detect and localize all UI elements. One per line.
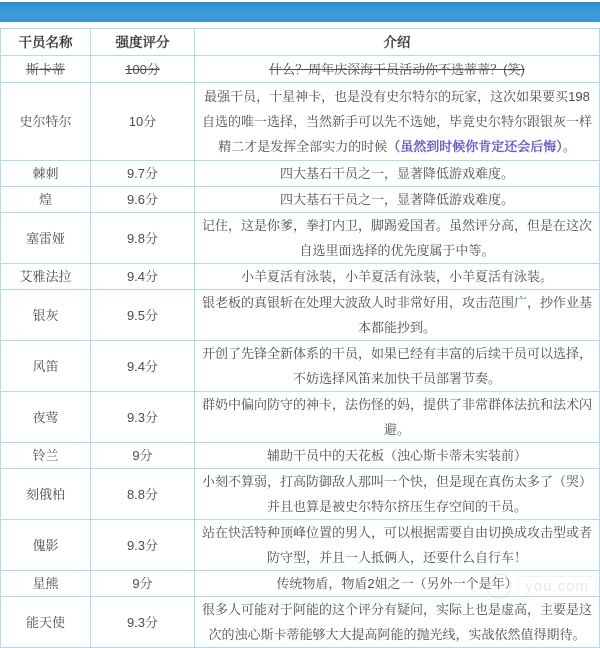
operator-table-body xyxy=(1,56,600,648)
operator-name: 风笛 xyxy=(1,341,91,392)
table-row xyxy=(1,161,600,187)
operator-name: 银灰 xyxy=(1,290,91,341)
operator-score: 9.3分 xyxy=(91,392,195,443)
table-row xyxy=(1,187,600,213)
operator-score: 100分 xyxy=(91,56,195,83)
operator-desc: 最强干员，十星神卡，也是没有史尔特尔的玩家，这次如果要买198自选的唯一选择，当然新手可以先不选她，毕竟史尔特尔跟银灰一样精二才是发挥全部实力的时候（虽然到时候你肯定还会后悔）。 xyxy=(195,83,600,161)
operator-desc: 四大基石干员之一，显著降低游戏难度。 xyxy=(195,187,600,213)
table-row xyxy=(1,571,600,597)
watermark-text: you.com xyxy=(518,576,596,597)
operator-name: 艾雅法拉 xyxy=(1,264,91,290)
operator-name: 史尔特尔 xyxy=(1,83,91,161)
operator-name: 煌 xyxy=(1,187,91,213)
desc-highlight: （虽然到时候你肯定还会后悔） xyxy=(387,139,563,154)
operator-desc: 群奶中偏向防守的神卡，法伤怪的妈，提供了非常群体法抗和法术闪避。 xyxy=(195,392,600,443)
table-row xyxy=(1,264,600,290)
table-header-row xyxy=(1,29,600,56)
table-row xyxy=(1,83,600,161)
table-row xyxy=(1,469,600,520)
operator-score: 9分 xyxy=(91,571,195,597)
operator-name: 星熊 xyxy=(1,571,91,597)
operator-desc: 记住，这是你爹，拳打内卫，脚踢爱国者。虽然评分高，但是在这次自选里面选择的优先度属于中等。 xyxy=(195,213,600,264)
operator-score: 8.8分 xyxy=(91,469,195,520)
table-row xyxy=(1,520,600,571)
operator-name: 刻俄柏 xyxy=(1,469,91,520)
operator-name: 傀影 xyxy=(1,520,91,571)
table-row xyxy=(1,290,600,341)
table-row xyxy=(1,56,600,83)
operator-desc: 很多人可能对于阿能的这个评分有疑问，实际上也是虚高，主要是这次的浊心斯卡蒂能够大大提高阿能的抛光线，实战依然值得期待。 xyxy=(195,597,600,648)
operator-rating-table xyxy=(0,28,600,648)
table-row xyxy=(1,392,600,443)
operator-name: 夜莺 xyxy=(1,392,91,443)
table-row xyxy=(1,597,600,648)
operator-desc: 站在快活特种顶峰位置的男人，可以根据需要自由切换成攻击型或者防守型，并且一人抵俩人，还要什么自行车！ xyxy=(195,520,600,571)
operator-score: 9.7分 xyxy=(91,161,195,187)
operator-name: 能天使 xyxy=(1,597,91,648)
operator-desc: 四大基石干员之一，显著降低游戏难度。 xyxy=(195,161,600,187)
operator-score: 9.8分 xyxy=(91,213,195,264)
operator-score: 9.3分 xyxy=(91,520,195,571)
table-row xyxy=(1,213,600,264)
operator-score: 9.4分 xyxy=(91,264,195,290)
operator-desc: 小羊夏活有泳装，小羊夏活有泳装，小羊夏活有泳装。 xyxy=(195,264,600,290)
table-row xyxy=(1,341,600,392)
operator-score: 9.6分 xyxy=(91,187,195,213)
operator-score: 9.3分 xyxy=(91,597,195,648)
operator-score: 9分 xyxy=(91,443,195,469)
operator-name: 塞雷娅 xyxy=(1,213,91,264)
operator-score: 10分 xyxy=(91,83,195,161)
operator-desc: 传统物盾，物盾2姐之一（另外一个是年） xyxy=(195,571,600,597)
table-row xyxy=(1,443,600,469)
operator-score: 9.4分 xyxy=(91,341,195,392)
header-strength-score: 强度评分 xyxy=(91,29,195,56)
operator-name: 铃兰 xyxy=(1,443,91,469)
operator-name: 棘刺 xyxy=(1,161,91,187)
title-bar xyxy=(0,2,600,22)
operator-desc: 银老板的真银斩在处理大波敌人时非常好用，攻击范围广，抄作业基本都能抄到。 xyxy=(195,290,600,341)
operator-score: 9.5分 xyxy=(91,290,195,341)
operator-desc: 辅助干员中的天花板（浊心斯卡蒂未实装前） xyxy=(195,443,600,469)
header-introduction: 介绍 xyxy=(195,29,600,56)
operator-desc: 小刻不算弱，打高防御敌人那叫一个快，但是现在真伤太多了（哭）并且也算是被史尔特尔挤压生存空间的干员。 xyxy=(195,469,600,520)
operator-name: 斯卡蒂 xyxy=(1,56,91,83)
operator-desc: 开创了先锋全新体系的干员，如果已经有丰富的后续干员可以选择，不妨选择风笛来加快干员部署节奏。 xyxy=(195,341,600,392)
operator-desc: 什么？周年庆深海干员活动你不选蒂蒂？(笑) xyxy=(195,56,600,83)
header-operator-name: 干员名称 xyxy=(1,29,91,56)
